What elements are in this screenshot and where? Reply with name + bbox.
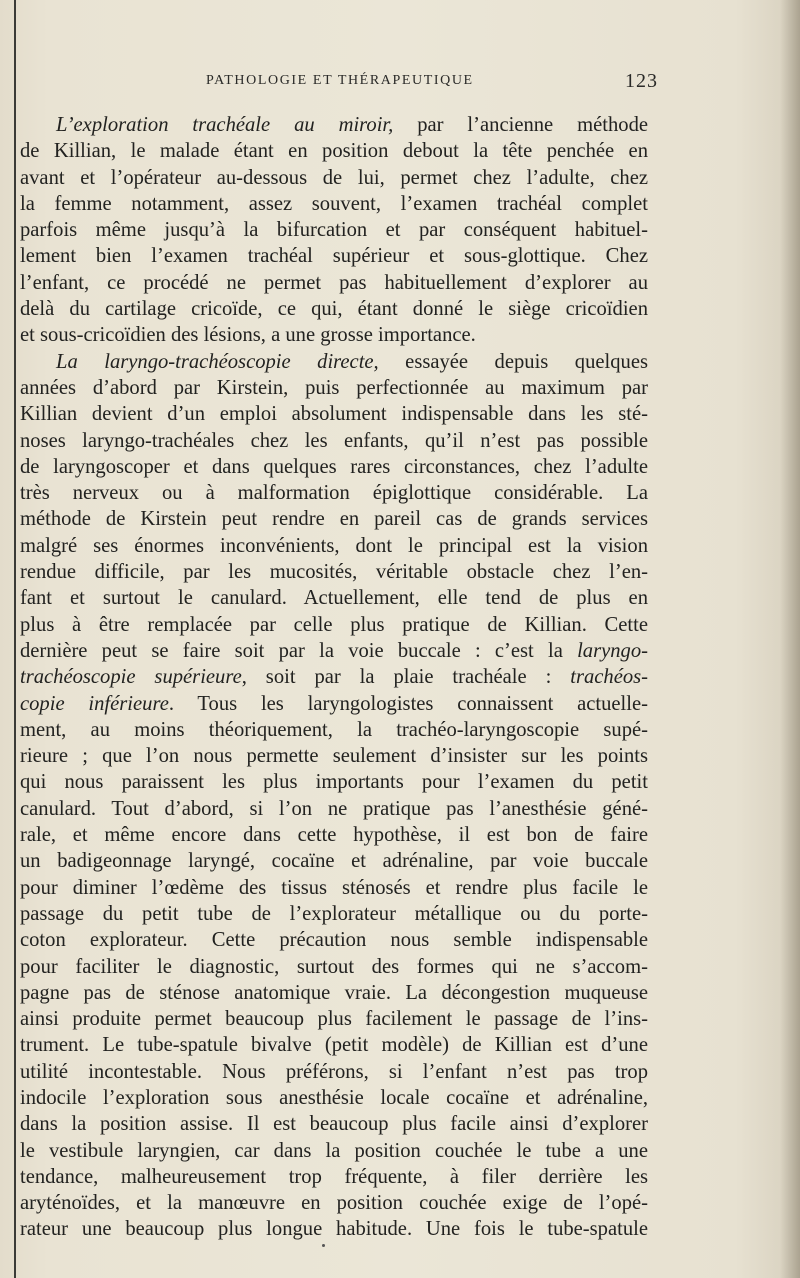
- text-line: avant et l’opérateur au-dessous de lui, permet chez l’adulte, chez: [20, 166, 648, 189]
- text-line: la femme notamment, assez souvent, l’examen trachéal complet: [20, 192, 648, 215]
- text-line: indocile l’exploration sous anesthésie locale cocaïne et adrénaline,: [20, 1086, 648, 1109]
- text-line: coton explorateur. Cette précaution nous semble indispensable: [20, 929, 648, 952]
- text-line: canulard. Tout d’abord, si l’on ne pratique pas l’anesthésie géné-: [20, 797, 648, 820]
- text-line: ainsi produite permet beaucoup plus facilement le passage de l’ins-: [20, 1008, 648, 1031]
- paragraph-2-part-a: [20, 375, 648, 638]
- text-line: tendance, malheureusement trop fréquente, à filer derrière les: [20, 1165, 648, 1188]
- text-line: ment, au moins théoriquement, la trachéo-laryngoscopie supé-: [20, 718, 648, 741]
- paragraph-1: [20, 138, 648, 348]
- text-line: rateur une beaucoup plus longue habitude. Une fois le tube-spatule: [20, 1218, 648, 1241]
- page-edge-shadow: [780, 0, 800, 1278]
- italic-phrase: La laryngo-trachéoscopie directe,: [56, 350, 379, 373]
- text-line: trument. Le tube-spatule bivalve (petit modèle) de Killian est d’une: [20, 1034, 648, 1057]
- text-line: utilité incontestable. Nous préférons, si l’enfant n’est pas trop: [20, 1060, 648, 1083]
- binding-edge: [14, 0, 16, 1278]
- body-text: [20, 112, 648, 1243]
- text-line: parfois même jusqu’à la bifurcation et par conséquent habituel-: [20, 219, 648, 242]
- text-line: copie inférieure. Tous les laryngologistes connaissent actuelle-: [20, 692, 648, 715]
- text-line: pour faciliter le diagnostic, surtout des formes qui ne s’accom-: [20, 955, 648, 978]
- paragraph-2-part-b: [20, 717, 648, 1243]
- text-line: dernière peut se faire soit par la voie buccale : c’est la laryngo-: [20, 639, 648, 662]
- italic-phrase: trachéoscopie supérieure: [20, 666, 242, 689]
- italic-phrase: trachéos-: [570, 666, 648, 689]
- text-line: rieure ; que l’on nous permette seulement d’insister sur les points: [20, 745, 648, 768]
- ink-speck: [322, 1244, 325, 1247]
- text-line: de Killian, le malade étant en position debout la tête penchée en: [20, 140, 648, 163]
- running-header: [206, 70, 658, 92]
- text-line: L’exploration trachéale au miroir, par l’ancienne méthode: [56, 114, 649, 136]
- text-line: et sous-cricoïdien des lésions, a une grosse importance.: [20, 324, 476, 347]
- italic-phrase: copie inférieure: [20, 692, 169, 715]
- text-line: rendue difficile, par les mucosités, véritable obstacle chez l’en-: [20, 561, 648, 584]
- text-line: méthode de Kirstein peut rendre en pareil cas de grands services: [20, 508, 648, 531]
- text-line: années d’abord par Kirstein, puis perfectionnée au maximum par: [20, 376, 648, 399]
- text-line: lement bien l’examen trachéal supérieur et sous-glottique. Chez: [20, 245, 648, 268]
- text-line: plus à être remplacée par celle plus pratique de Killian. Cette: [20, 613, 648, 636]
- text-line: qui nous paraissent les plus importants pour l’examen du petit: [20, 771, 648, 794]
- running-title: PATHOLOGIE ET THÉRAPEUTIQUE: [206, 73, 474, 88]
- text-line: dans la position assise. Il est beaucoup plus facile ainsi d’explorer: [20, 1113, 648, 1136]
- text-line: passage du petit tube de l’explorateur métallique ou du porte-: [20, 902, 648, 925]
- italic-phrase: laryngo-: [577, 639, 648, 662]
- text-line: La laryngo-trachéoscopie directe, essayée depuis quelques: [56, 350, 648, 373]
- text-line: trachéoscopie supérieure, soit par la plaie trachéale : trachéos-: [20, 666, 648, 689]
- text-line: rale, et même encore dans cette hypothèse, il est bon de faire: [20, 824, 648, 847]
- text-line: noses laryngo-trachéales chez les enfants, qu’il n’est pas possible: [20, 429, 648, 452]
- page-number: 123: [625, 70, 658, 92]
- italic-phrase: L’exploration trachéale au miroir,: [56, 114, 394, 136]
- text-line: l’enfant, ce procédé ne permet pas habituellement d’explorer au: [20, 271, 648, 294]
- text-line: Killian devient d’un emploi absolument indispensable dans les sté-: [20, 403, 648, 426]
- text-line: malgré ses énormes inconvénients, dont le principal est la vision: [20, 534, 648, 557]
- text-line: delà du cartilage cricoïde, ce qui, étant donné le siège cricoïdien: [20, 298, 648, 321]
- text-line: un badigeonnage laryngé, cocaïne et adrénaline, par voie buccale: [20, 850, 648, 873]
- text-line: pour diminer l’œdème des tissus sténosés et rendre plus facile le: [20, 876, 648, 899]
- text-line: pagne pas de sténose anatomique vraie. La décongestion muqueuse: [20, 981, 648, 1004]
- text-line: aryténoïdes, et la manœuvre en position couchée exige de l’opé-: [20, 1192, 648, 1215]
- text-line: le vestibule laryngien, car dans la position couchée le tube a une: [20, 1139, 648, 1162]
- text-line: fant et surtout le canulard. Actuellement, elle tend de plus en: [20, 587, 648, 610]
- text-line: de laryngoscoper et dans quelques rares circonstances, chez l’adulte: [20, 455, 648, 478]
- text-line: très nerveux ou à malformation épiglottique considérable. La: [20, 482, 648, 505]
